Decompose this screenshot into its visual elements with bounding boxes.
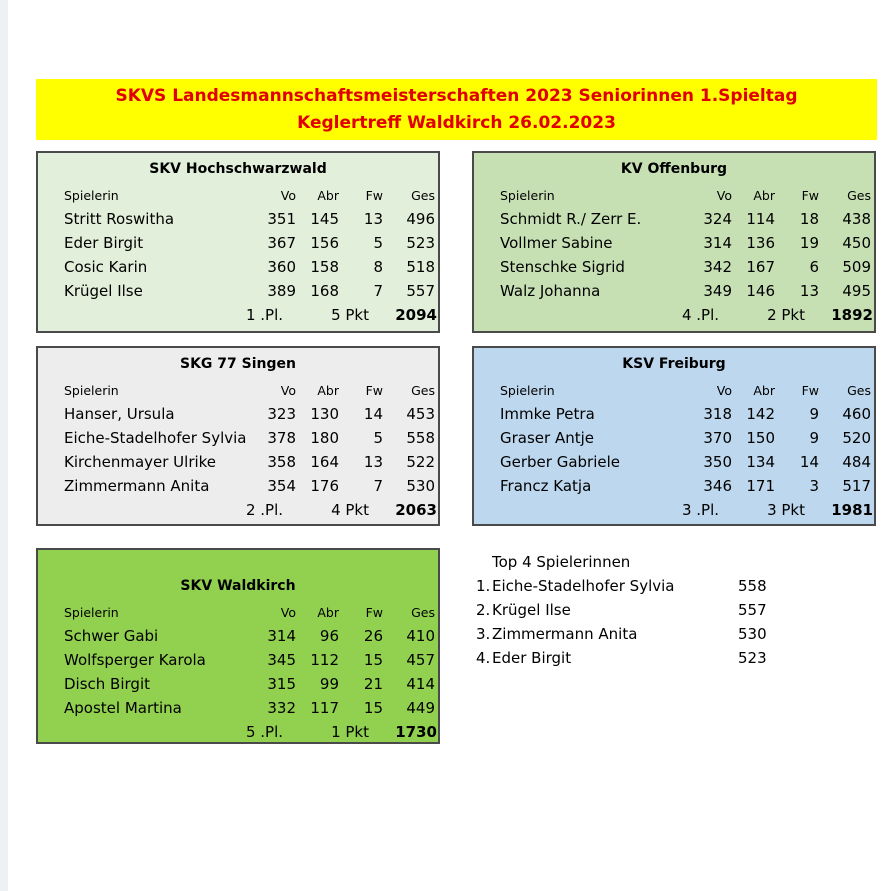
- column-header-abr: Abr: [753, 383, 775, 398]
- player-ges: 484: [842, 453, 871, 471]
- top4-name: Zimmermann Anita: [492, 625, 638, 643]
- player-ges: 414: [406, 675, 435, 693]
- title-banner: [36, 79, 877, 140]
- column-header-fw: Fw: [365, 605, 383, 620]
- player-ges: 558: [406, 429, 435, 447]
- player-abr: 117: [310, 699, 339, 717]
- player-name: Apostel Martina: [64, 699, 182, 717]
- player-name: Eder Birgit: [64, 234, 144, 252]
- player-fw: 9: [809, 429, 819, 447]
- column-header-abr: Abr: [317, 383, 339, 398]
- column-header-ges: Ges: [847, 383, 871, 398]
- player-ges: 453: [406, 405, 435, 423]
- player-vo: 349: [703, 282, 732, 300]
- player-fw: 7: [373, 282, 383, 300]
- player-ges: 509: [842, 258, 871, 276]
- player-vo: 324: [703, 210, 732, 228]
- player-vo: 360: [267, 258, 296, 276]
- player-vo: 314: [703, 234, 732, 252]
- column-header-vo: Vo: [716, 188, 732, 203]
- player-abr: 114: [746, 210, 775, 228]
- top4-rank: 3.: [476, 625, 491, 643]
- player-fw: 15: [363, 651, 383, 669]
- column-header-vo: Vo: [280, 605, 296, 620]
- player-vo: 342: [703, 258, 732, 276]
- team-card: [472, 346, 876, 526]
- team-points: 4 Pkt: [331, 501, 369, 519]
- player-vo: 358: [267, 453, 296, 471]
- player-name: Graser Antje: [500, 429, 595, 447]
- player-name: Schmidt R./ Zerr E.: [500, 210, 642, 228]
- top4-name: Krügel Ilse: [492, 601, 571, 619]
- player-vo: 370: [703, 429, 732, 447]
- player-fw: 15: [363, 699, 383, 717]
- column-header-player: Spielerin: [64, 605, 119, 620]
- player-abr: 146: [746, 282, 775, 300]
- player-abr: 136: [746, 234, 775, 252]
- player-name: Krügel Ilse: [64, 282, 143, 300]
- team-name: SKG 77 Singen: [180, 356, 296, 372]
- team-name: KSV Freiburg: [622, 356, 726, 372]
- player-name: Stritt Roswitha: [64, 210, 175, 228]
- column-header-abr: Abr: [753, 188, 775, 203]
- player-name: Vollmer Sabine: [500, 234, 613, 252]
- player-abr: 99: [319, 675, 339, 693]
- player-abr: 171: [746, 477, 775, 495]
- team-name: KV Offenburg: [620, 161, 728, 177]
- team-points: 2 Pkt: [767, 306, 805, 324]
- player-vo: 315: [267, 675, 296, 693]
- column-header-player: Spielerin: [64, 188, 119, 203]
- player-name: Disch Birgit: [64, 675, 150, 693]
- player-ges: 520: [842, 429, 871, 447]
- player-name: Eiche-Stadelhofer Sylvia: [64, 429, 247, 447]
- player-abr: 180: [310, 429, 339, 447]
- left-margin-strip: [0, 0, 8, 891]
- player-fw: 19: [799, 234, 819, 252]
- column-header-ges: Ges: [847, 188, 871, 203]
- team-card: [36, 151, 440, 333]
- column-header-ges: Ges: [411, 383, 435, 398]
- player-name: Immke Petra: [500, 405, 595, 423]
- player-abr: 142: [746, 405, 775, 423]
- top4-score: 523: [738, 649, 767, 667]
- column-header-abr: Abr: [317, 605, 339, 620]
- player-vo: 318: [703, 405, 732, 423]
- team-place: 5 .Pl.: [245, 723, 283, 741]
- player-ges: 495: [842, 282, 871, 300]
- player-ges: 496: [406, 210, 435, 228]
- player-vo: 346: [703, 477, 732, 495]
- team-points: 1 Pkt: [331, 723, 369, 741]
- player-abr: 176: [310, 477, 339, 495]
- team-total: 1730: [395, 723, 437, 741]
- player-vo: 354: [267, 477, 296, 495]
- team-place: 4 .Pl.: [681, 306, 719, 324]
- column-header-player: Spielerin: [500, 383, 555, 398]
- player-fw: 13: [799, 282, 819, 300]
- player-ges: 517: [842, 477, 871, 495]
- player-ges: 530: [406, 477, 435, 495]
- column-header-player: Spielerin: [500, 188, 555, 203]
- player-name: Gerber Gabriele: [500, 453, 620, 471]
- column-header-fw: Fw: [365, 188, 383, 203]
- team-points: 5 Pkt: [331, 306, 369, 324]
- player-fw: 13: [363, 210, 383, 228]
- player-fw: 14: [799, 453, 819, 471]
- top4-score: 558: [738, 577, 767, 595]
- player-vo: 323: [267, 405, 296, 423]
- column-header-vo: Vo: [716, 383, 732, 398]
- player-vo: 351: [267, 210, 296, 228]
- player-ges: 438: [842, 210, 871, 228]
- column-header-fw: Fw: [801, 188, 819, 203]
- team-card: [472, 151, 876, 333]
- team-name: SKV Waldkirch: [180, 578, 296, 594]
- player-fw: 13: [363, 453, 383, 471]
- player-name: Zimmermann Anita: [64, 477, 210, 495]
- player-abr: 145: [310, 210, 339, 228]
- top4-score: 530: [738, 625, 767, 643]
- player-vo: 389: [267, 282, 296, 300]
- team-place: 1 .Pl.: [245, 306, 283, 324]
- player-ges: 522: [406, 453, 435, 471]
- player-ges: 449: [406, 699, 435, 717]
- player-vo: 314: [267, 627, 296, 645]
- team-total: 1981: [831, 501, 873, 519]
- top4-rank: 4.: [476, 649, 491, 667]
- top4-name: Eiche-Stadelhofer Sylvia: [492, 577, 675, 595]
- team-total: 2094: [395, 306, 437, 324]
- player-abr: 96: [319, 627, 339, 645]
- team-name: SKV Hochschwarzwald: [149, 161, 327, 177]
- player-fw: 21: [363, 675, 383, 693]
- top4-rank: 1.: [476, 577, 491, 595]
- player-name: Cosic Karin: [64, 258, 148, 276]
- player-fw: 5: [373, 429, 383, 447]
- player-ges: 523: [406, 234, 435, 252]
- player-fw: 6: [809, 258, 819, 276]
- player-fw: 3: [809, 477, 819, 495]
- top4-title: Top 4 Spielerinnen: [492, 553, 631, 571]
- team-total: 2063: [395, 501, 437, 519]
- top4-list: [476, 550, 796, 680]
- player-vo: 350: [703, 453, 732, 471]
- column-header-ges: Ges: [411, 605, 435, 620]
- column-header-abr: Abr: [317, 188, 339, 203]
- player-fw: 14: [363, 405, 383, 423]
- player-name: Kirchenmayer Ulrike: [64, 453, 217, 471]
- player-abr: 112: [310, 651, 339, 669]
- player-ges: 460: [842, 405, 871, 423]
- player-name: Walz Johanna: [500, 282, 601, 300]
- player-fw: 8: [373, 258, 383, 276]
- player-fw: 5: [373, 234, 383, 252]
- team-place: 3 .Pl.: [681, 501, 719, 519]
- player-vo: 378: [267, 429, 296, 447]
- player-abr: 168: [310, 282, 339, 300]
- column-header-fw: Fw: [365, 383, 383, 398]
- player-ges: 518: [406, 258, 435, 276]
- team-total: 1892: [831, 306, 873, 324]
- player-ges: 557: [406, 282, 435, 300]
- banner-subtitle: Keglertreff Waldkirch 26.02.2023: [297, 113, 616, 133]
- top4-rank: 2.: [476, 601, 491, 619]
- player-vo: 367: [267, 234, 296, 252]
- player-name: Hanser, Ursula: [64, 405, 175, 423]
- player-abr: 134: [746, 453, 775, 471]
- player-ges: 457: [406, 651, 435, 669]
- player-abr: 150: [746, 429, 775, 447]
- player-abr: 167: [746, 258, 775, 276]
- team-place: 2 .Pl.: [245, 501, 283, 519]
- team-card: [36, 346, 440, 526]
- player-vo: 345: [267, 651, 296, 669]
- player-name: Schwer Gabi: [64, 627, 159, 645]
- player-name: Wolfsperger Karola: [64, 651, 206, 669]
- player-fw: 26: [363, 627, 383, 645]
- top4-name: Eder Birgit: [492, 649, 572, 667]
- player-abr: 158: [310, 258, 339, 276]
- player-ges: 410: [406, 627, 435, 645]
- player-abr: 164: [310, 453, 339, 471]
- column-header-fw: Fw: [801, 383, 819, 398]
- column-header-ges: Ges: [411, 188, 435, 203]
- player-name: Stenschke Sigrid: [500, 258, 625, 276]
- player-fw: 7: [373, 477, 383, 495]
- player-ges: 450: [842, 234, 871, 252]
- banner-title: SKVS Landesmannschaftsmeisterschaften 2023 Seniorinnen 1.Spieltag: [115, 86, 798, 106]
- team-points: 3 Pkt: [767, 501, 805, 519]
- column-header-vo: Vo: [280, 383, 296, 398]
- player-fw: 9: [809, 405, 819, 423]
- column-header-vo: Vo: [280, 188, 296, 203]
- top4-score: 557: [738, 601, 767, 619]
- column-header-player: Spielerin: [64, 383, 119, 398]
- player-name: Francz Katja: [500, 477, 592, 495]
- player-abr: 156: [310, 234, 339, 252]
- player-vo: 332: [267, 699, 296, 717]
- player-fw: 18: [799, 210, 819, 228]
- team-card: [36, 548, 440, 744]
- player-abr: 130: [310, 405, 339, 423]
